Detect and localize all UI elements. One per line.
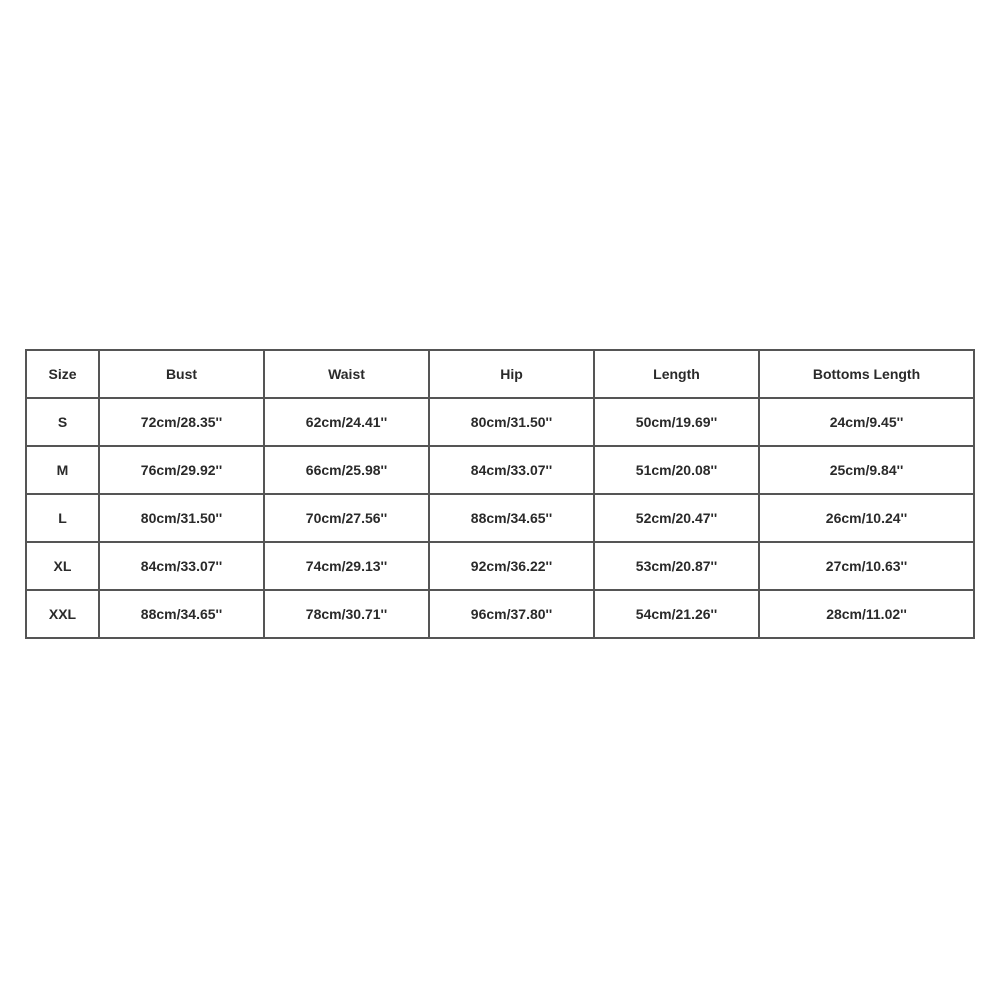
cell-bottoms-length: 25cm/9.84'' <box>759 446 974 494</box>
cell-length: 53cm/20.87'' <box>594 542 759 590</box>
cell-hip: 84cm/33.07'' <box>429 446 594 494</box>
cell-bust: 72cm/28.35'' <box>99 398 264 446</box>
table-row <box>26 398 974 446</box>
cell-waist: 78cm/30.71'' <box>264 590 429 638</box>
cell-waist: 66cm/25.98'' <box>264 446 429 494</box>
cell-hip: 92cm/36.22'' <box>429 542 594 590</box>
cell-bottoms-length: 24cm/9.45'' <box>759 398 974 446</box>
cell-size: L <box>26 494 99 542</box>
cell-hip: 80cm/31.50'' <box>429 398 594 446</box>
cell-length: 52cm/20.47'' <box>594 494 759 542</box>
cell-bottoms-length: 28cm/11.02'' <box>759 590 974 638</box>
cell-hip: 88cm/34.65'' <box>429 494 594 542</box>
cell-length: 54cm/21.26'' <box>594 590 759 638</box>
cell-waist: 62cm/24.41'' <box>264 398 429 446</box>
table-header-row <box>26 350 974 398</box>
cell-size: XL <box>26 542 99 590</box>
header-waist: Waist <box>264 350 429 398</box>
cell-waist: 74cm/29.13'' <box>264 542 429 590</box>
header-bust: Bust <box>99 350 264 398</box>
cell-length: 50cm/19.69'' <box>594 398 759 446</box>
cell-bust: 88cm/34.65'' <box>99 590 264 638</box>
cell-size: XXL <box>26 590 99 638</box>
cell-bust: 84cm/33.07'' <box>99 542 264 590</box>
table-row <box>26 590 974 638</box>
cell-length: 51cm/20.08'' <box>594 446 759 494</box>
cell-hip: 96cm/37.80'' <box>429 590 594 638</box>
header-bottoms-length: Bottoms Length <box>759 350 974 398</box>
cell-bottoms-length: 26cm/10.24'' <box>759 494 974 542</box>
cell-bust: 80cm/31.50'' <box>99 494 264 542</box>
size-chart-table <box>25 349 975 639</box>
header-size: Size <box>26 350 99 398</box>
header-length: Length <box>594 350 759 398</box>
cell-size: S <box>26 398 99 446</box>
cell-bottoms-length: 27cm/10.63'' <box>759 542 974 590</box>
table-row <box>26 494 974 542</box>
header-hip: Hip <box>429 350 594 398</box>
table-row <box>26 542 974 590</box>
table-row <box>26 446 974 494</box>
cell-size: M <box>26 446 99 494</box>
cell-bust: 76cm/29.92'' <box>99 446 264 494</box>
cell-waist: 70cm/27.56'' <box>264 494 429 542</box>
